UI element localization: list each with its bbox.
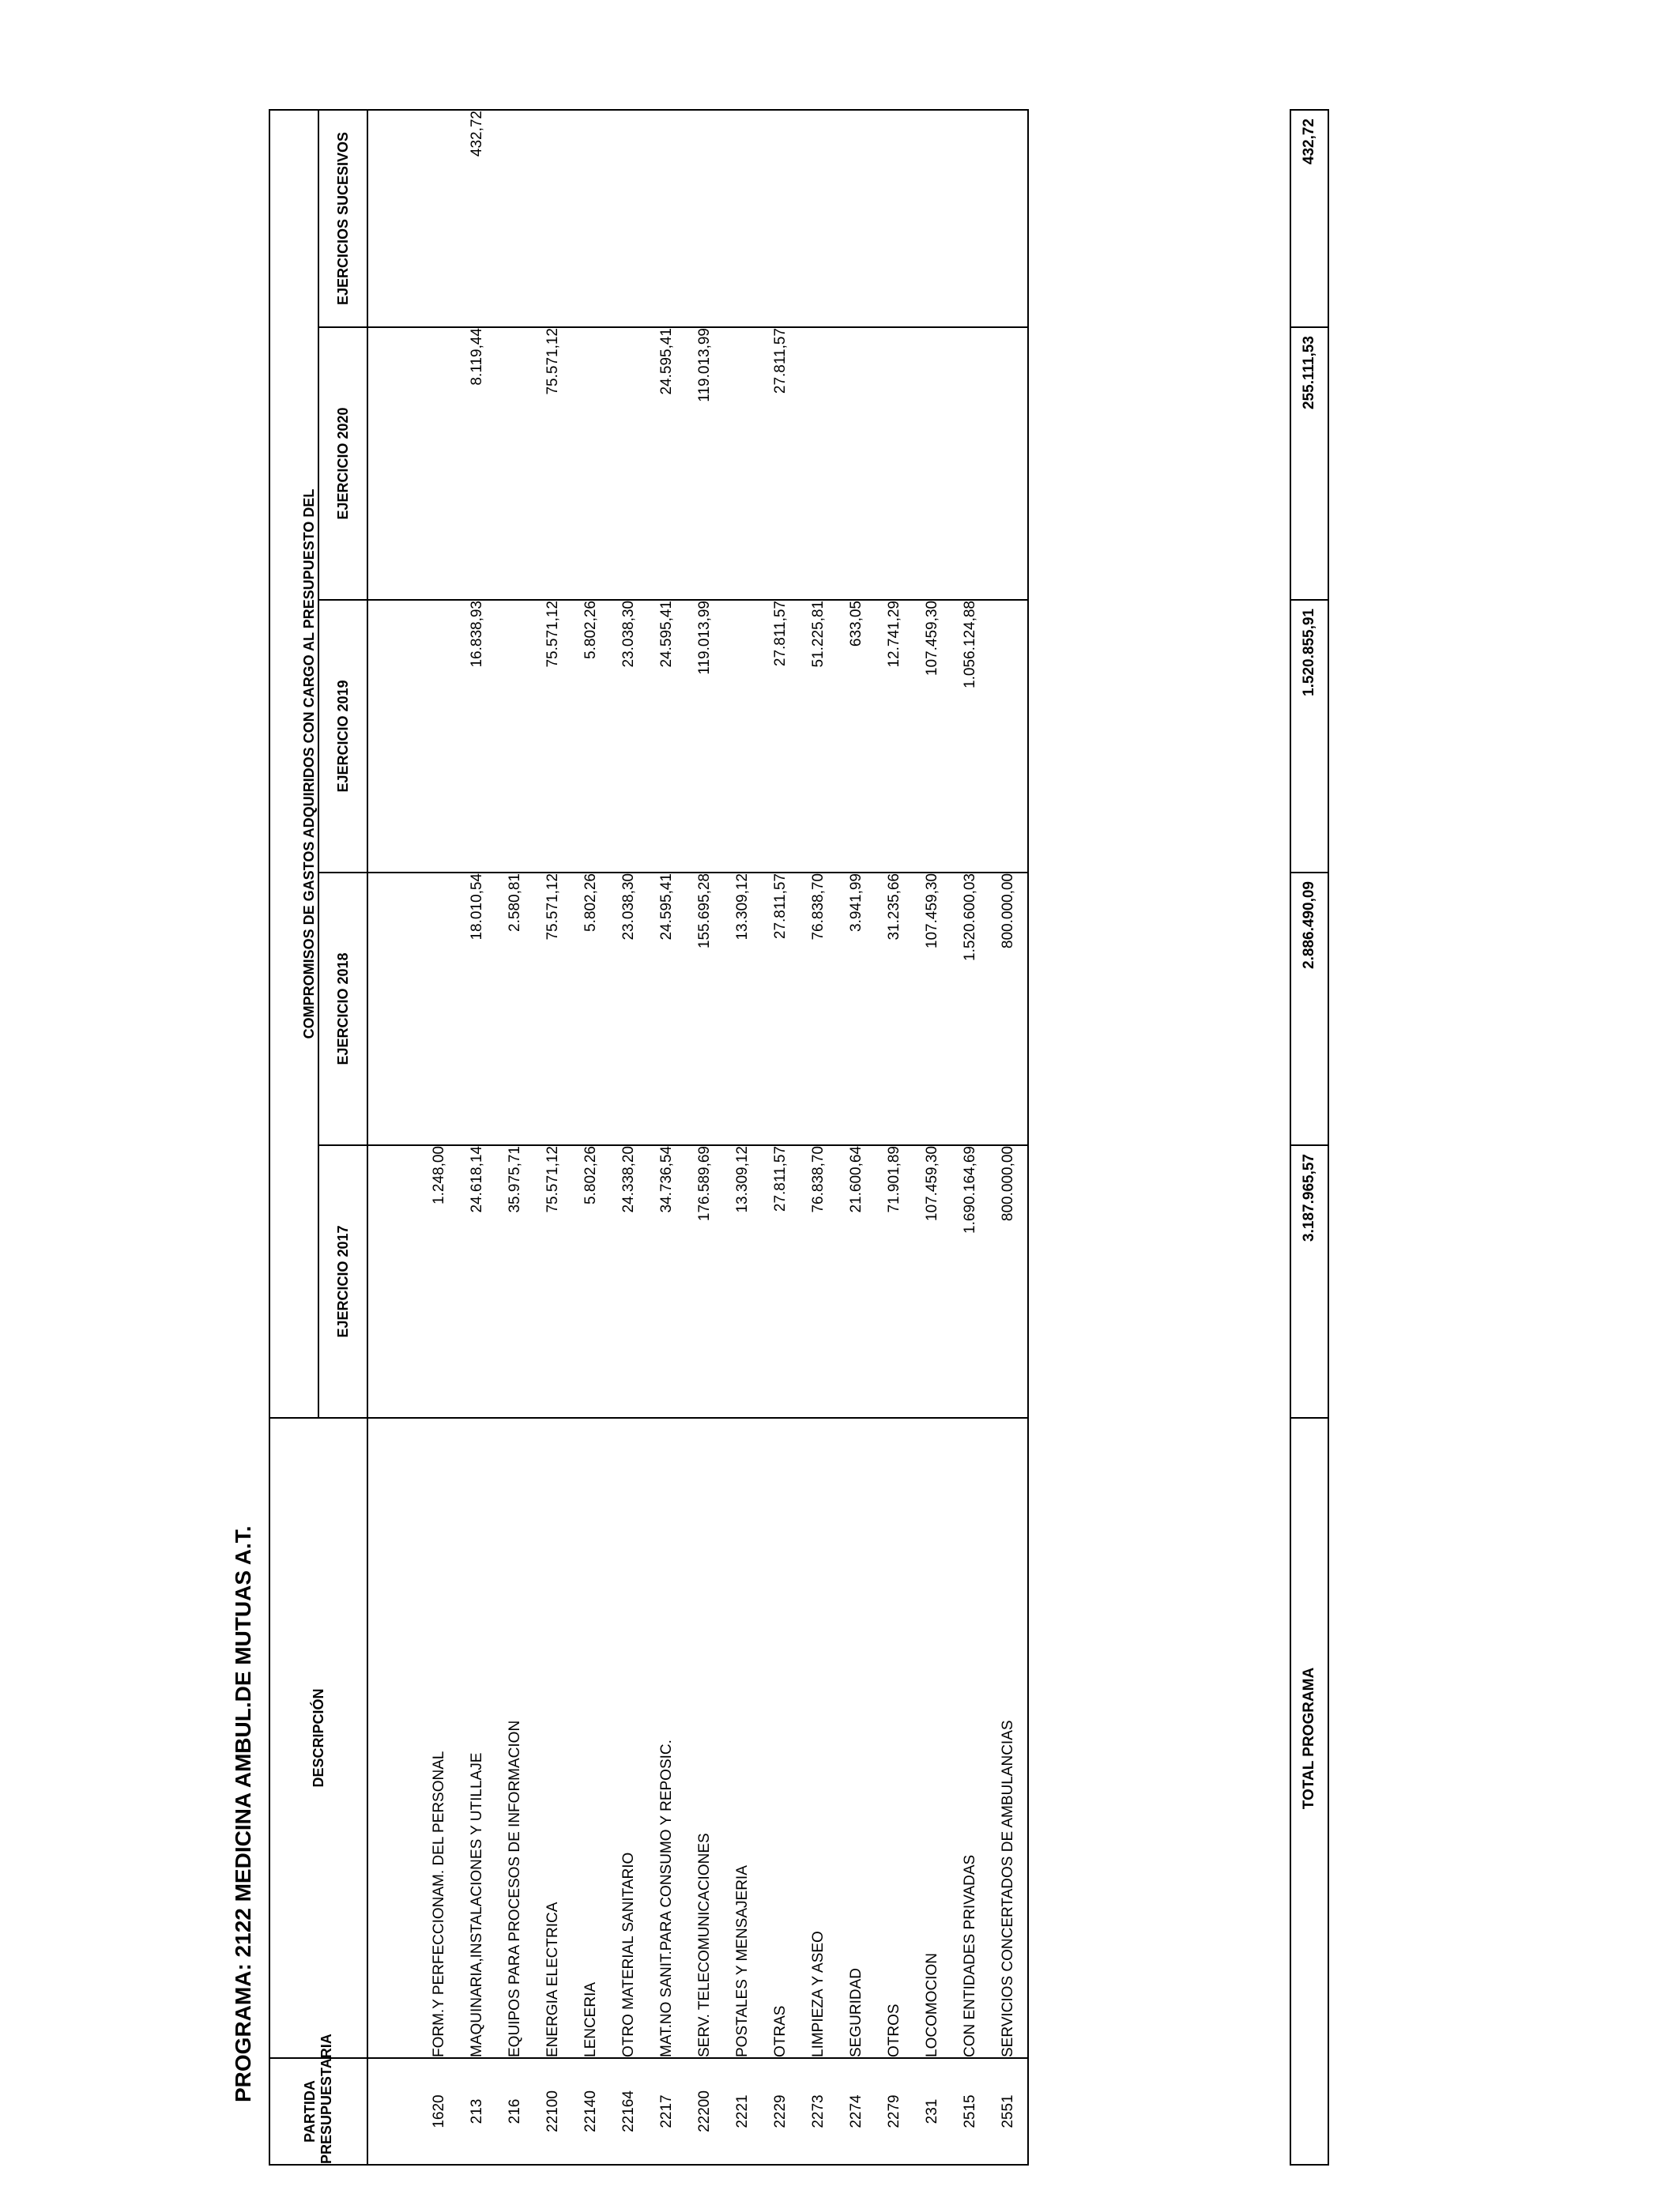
ej2018-value: 3.941,99 (848, 873, 864, 932)
ej2019-value: 23.038,30 (620, 601, 637, 668)
ej2020-value: 75.571,12 (544, 328, 561, 395)
partida-code: 22140 (582, 2090, 599, 2132)
partida-code: 22100 (544, 2090, 561, 2132)
ej2017-value: 24.338,20 (620, 1146, 637, 1213)
ej2020-value (496, 328, 534, 599)
row-description: SEGURIDAD (848, 1968, 864, 2057)
sucesivos-value (686, 111, 724, 326)
ej2019-value (989, 601, 1027, 872)
partida-code: 2229 (772, 2094, 789, 2128)
row-description: LENCERIA (582, 1981, 599, 2057)
ej2018-value: 107.459,30 (924, 873, 940, 949)
page-title: PROGRAMA: 2122 MEDICINA AMBUL.DE MUTUAS A.T. (231, 1525, 255, 2102)
ej2017-value: 1.248,00 (431, 1146, 447, 1204)
partida-code: 216 (507, 2098, 523, 2124)
total-ej2017: 3.187.965,57 (1290, 1145, 1328, 1418)
ej2017-value: 5.802,26 (582, 1146, 599, 1204)
sucesivos-value (989, 111, 1027, 326)
ej2019-value: 5.802,26 (582, 601, 599, 659)
ej2017-value: 34.736,54 (658, 1146, 675, 1213)
sucesivos-value (496, 111, 534, 326)
ej2017-value: 24.618,14 (469, 1146, 485, 1213)
ej2019-value: 1.056.124,88 (962, 601, 978, 688)
sucesivos-value (420, 111, 458, 326)
ej2019-value (496, 601, 534, 872)
sucesivos-value (876, 111, 913, 326)
ej2020-value: 119.013,99 (696, 328, 713, 402)
ej2019-column (367, 600, 1028, 873)
rotated-sheet (229, 111, 1335, 2166)
row-description: MAQUINARIA,INSTALACIONES Y UTILLAJE (469, 1752, 485, 2057)
partida-code: 2274 (848, 2094, 864, 2128)
ej2020-header: EJERCICIO 2020 (318, 327, 367, 600)
row-description: ENERGIA ELECTRICA (544, 1902, 561, 2057)
sucesivos-value (534, 111, 572, 326)
ej2020-value (838, 328, 876, 599)
ej2018-value: 155.695,28 (696, 873, 713, 949)
total-sucesivos: 432,72 (1290, 110, 1328, 327)
ej2017-value: 107.459,30 (924, 1146, 940, 1222)
total-ej2019: 1.520.855,91 (1290, 600, 1328, 873)
ej2020-value (989, 328, 1027, 599)
sucesivos-header: EJERCICIOS SUCESIVOS (318, 110, 367, 327)
ej2017-value: 21.600,64 (848, 1146, 864, 1213)
commitments-table (269, 109, 1029, 2166)
ej2017-value: 27.811,57 (772, 1146, 789, 1212)
row-description: FORM.Y PERFECCIONAM. DEL PERSONAL (431, 1751, 447, 2057)
total-label: TOTAL PROGRAMA (1290, 1418, 1328, 2058)
ej2019-value: 107.459,30 (924, 601, 940, 677)
descripcion-column (367, 1418, 1028, 2058)
ej2020-value (724, 328, 762, 599)
ej2017-value: 800.000,00 (1000, 1146, 1016, 1222)
ej2018-value: 75.571,12 (544, 873, 561, 941)
partida-code: 2279 (886, 2094, 902, 2128)
ej2019-value: 24.595,41 (658, 601, 675, 668)
partida-code: 22164 (620, 2090, 637, 2132)
sucesivos-column (367, 110, 1028, 327)
partida-code: 2551 (1000, 2094, 1016, 2128)
row-description: LOCOMOCION (924, 1953, 940, 2057)
ej2017-value: 71.901,89 (886, 1146, 902, 1213)
partida-column (367, 2058, 1028, 2165)
partida-header-line1: PARTIDA (302, 2080, 318, 2143)
ej2020-value (420, 328, 458, 599)
ej2017-value: 176.589,69 (696, 1146, 713, 1222)
ej2019-value (420, 601, 458, 872)
ej2020-value (913, 328, 951, 599)
ej2020-value (951, 328, 989, 599)
row-description: POSTALES Y MENSAJERIA (734, 1865, 751, 2057)
total-ej2018: 2.886.490,09 (1290, 873, 1328, 1145)
ej2017-value: 35.975,71 (507, 1146, 523, 1213)
sucesivos-value (724, 111, 762, 326)
ej2018-value: 24.595,41 (658, 873, 675, 941)
ej2020-value: 27.811,57 (772, 328, 789, 394)
ej2018-value: 23.038,30 (620, 873, 637, 941)
partida-code: 2273 (810, 2094, 827, 2128)
ej2020-value (610, 328, 648, 599)
row-description: CON ENTIDADES PRIVADAS (962, 1854, 978, 2057)
ej2018-value: 1.520.600,03 (962, 873, 978, 961)
row-description: MAT.NO SANIT.PARA CONSUMO Y REPOSIC. (658, 1740, 675, 2057)
partida-code: 22200 (696, 2090, 713, 2132)
ej2018-value: 31.235,66 (886, 873, 902, 941)
row-description: OTROS (886, 2004, 902, 2057)
partida-code: 2515 (962, 2094, 978, 2128)
row-description: OTRAS (772, 2005, 789, 2057)
ej2018-value: 5.802,26 (582, 873, 599, 932)
ej2019-header: EJERCICIO 2019 (318, 600, 367, 873)
ej2018-value (420, 873, 458, 1144)
sucesivos-value (762, 111, 800, 326)
body-row (367, 110, 1028, 2165)
sucesivos-value (572, 111, 610, 326)
descripcion-header: DESCRIPCIÓN (269, 1418, 367, 2058)
sucesivos-value (838, 111, 876, 326)
ej2019-value: 51.225,81 (810, 601, 827, 668)
row-description: EQUIPOS PARA PROCESOS DE INFORMACION (507, 1720, 523, 2057)
sucesivos-value (610, 111, 648, 326)
ej2018-value: 13.309,12 (734, 873, 751, 941)
ej2019-value: 12.741,29 (886, 601, 902, 668)
total-ej2020: 255.111,53 (1290, 327, 1328, 600)
total-table (1290, 109, 1329, 2166)
row-description: SERV. TELECOMUNICACIONES (696, 1833, 713, 2057)
sucesivos-value (648, 111, 686, 326)
header-row-top (269, 110, 318, 2165)
ej2018-value: 27.811,57 (772, 873, 789, 940)
ej2019-value: 119.013,99 (696, 601, 713, 675)
sucesivos-value (800, 111, 838, 326)
ej2020-value (572, 328, 610, 599)
partida-code: 2217 (658, 2094, 675, 2128)
partida-code: 213 (469, 2098, 485, 2124)
sucesivos-value (951, 111, 989, 326)
ej2018-column (367, 873, 1028, 1145)
ej2018-value: 800.000,00 (1000, 873, 1016, 949)
partida-code: 1620 (431, 2094, 447, 2128)
ej2018-value: 76.838,70 (810, 873, 827, 941)
ej2017-value: 1.690.164,69 (962, 1146, 978, 1234)
ej2019-value: 75.571,12 (544, 601, 561, 668)
partida-header (269, 2034, 367, 2165)
row-description: SERVICIOS CONCERTADOS DE AMBULANCIAS (1000, 1720, 1016, 2057)
partida-code: 231 (924, 2098, 940, 2124)
ej2020-value (800, 328, 838, 599)
ej2019-value: 633,05 (848, 601, 864, 647)
sucesivos-value (913, 111, 951, 326)
ej2017-column (367, 1145, 1028, 1418)
ej2019-value: 27.811,57 (772, 601, 789, 667)
partida-code: 2221 (734, 2094, 751, 2128)
sucesivos-value: 432,72 (469, 110, 485, 157)
ej2018-value: 2.580,81 (507, 873, 523, 932)
ej2018-value: 18.010,54 (469, 873, 485, 941)
ej2017-value: 76.838,70 (810, 1146, 827, 1213)
group-header: COMPROMISOS DE GASTOS ADQUIRIDOS CON CARGO AL PRESUPUESTO DEL (269, 110, 318, 1418)
ej2017-header: EJERCICIO 2017 (318, 1145, 367, 1418)
ej2020-value: 8.119,44 (469, 328, 485, 386)
row-description: OTRO MATERIAL SANITARIO (620, 1852, 637, 2057)
partida-header-line2: PRESUPUESTARIA (318, 2034, 334, 2164)
ej2018-header: EJERCICIO 2018 (318, 873, 367, 1145)
ej2017-value: 75.571,12 (544, 1146, 561, 1213)
ej2019-value (724, 601, 762, 872)
ej2020-value: 24.595,41 (658, 328, 675, 395)
total-row (1290, 110, 1328, 2165)
ej2019-value: 16.838,93 (469, 601, 485, 668)
ej2020-value (876, 328, 913, 599)
total-spacer (1290, 2058, 1328, 2165)
row-description: LIMPIEZA Y ASEO (810, 1931, 827, 2057)
ej2020-column (367, 327, 1028, 600)
ej2017-value: 13.309,12 (734, 1146, 751, 1213)
